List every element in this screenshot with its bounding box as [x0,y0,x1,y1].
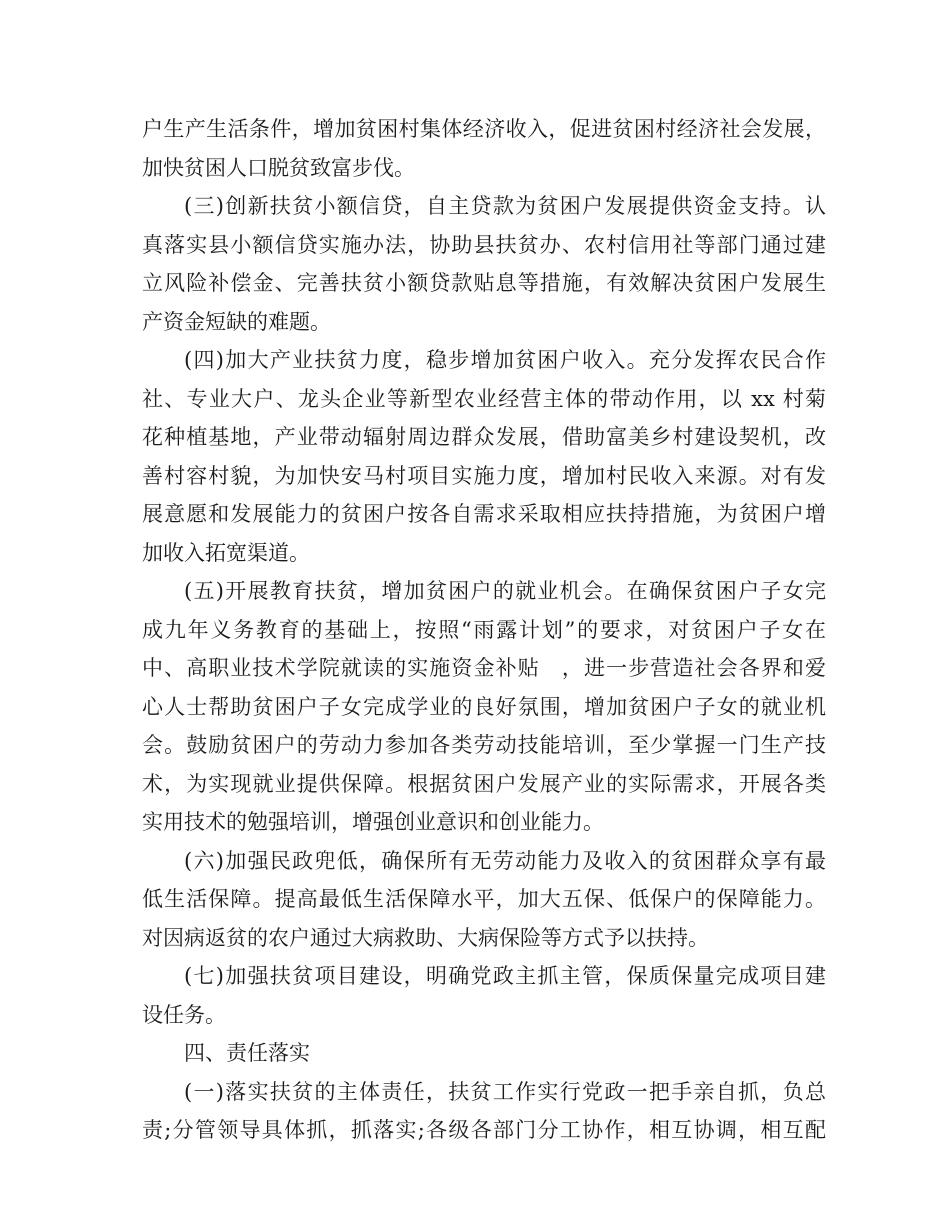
text-line: (一)落实扶贫的主体责任，扶贫工作实行党政一把手亲自抓，负总 [184,1079,826,1104]
text-line: 加快贫困人口脱贫致富步伐。 [142,155,415,180]
text-line: 真落实县小额信贷实施办法，协助县扶贫办、农村信用社等部门通过建 [142,232,826,257]
text-line: (四)加大产业扶贫力度，稳步增加贫困户收入。充分发挥农民合作 [184,348,826,372]
text-line: 展意愿和发展能力的贫困户按各自需求采取相应扶持措施，为贫困户增 [142,502,826,526]
text-line: 心人士帮助贫困户子女完成学业的良好氛围，增加贫困户子女的就业机 [142,694,826,719]
document-body [142,110,826,1150]
text-line: (五)开展教育扶贫，增加贫困户的就业机会。在确保贫困户子女完 [184,579,826,603]
text-line: 低生活保障。提高最低生活保障水平，加大五保、低保户的保障能力。 [142,887,826,911]
text-line: 社、专业大户、龙头企业等新型农业经营主体的带动作用，以 xx 村菊 [142,386,826,411]
text-line: 善村容村貌，为加快安马村项目实施力度，增加村民收入来源。对有发 [142,463,826,488]
text-line: 实用技术的勉强培训，增强创业意识和创业能力。 [142,810,604,834]
text-line: 立风险补偿金、完善扶贫小额贷款贴息等措施，有效解决贫困户发展生 [142,271,826,295]
text-line: 术，为实现就业提供保障。根据贫困户发展产业的实际需求，开展各类 [142,771,826,796]
text-line: 中、高职业技术学院就读的实施资金补贴 ，进一步营造社会各界和爱 [142,656,826,680]
text-line: 会。鼓励贫困户的劳动力参加各类劳动技能培训，至少掌握一门生产技 [142,733,826,757]
text-line: 设任务。 [142,1002,226,1027]
text-line: (七)加强扶贫项目建设，明确党政主抓主管，保质保量完成项目建 [184,964,826,988]
text-line: 加收入拓宽渠道。 [142,540,310,565]
text-line: 产资金短缺的难题。 [142,309,331,334]
text-line: (三)创新扶贫小额信贷，自主贷款为贫困户发展提供资金支持。认 [184,194,826,218]
text-line: 成九年义务教育的基础上，按照“雨露计划”的要求，对贫困户子女在 [142,617,826,642]
text-line: (六)加强民政兜低，确保所有无劳动能力及收入的贫困群众享有最 [184,848,826,873]
section-heading: 四、责任落实 [184,1041,310,1065]
text-line: 责;分管领导具体抓，抓落实;各级各部门分工协作，相互协调，相互配 [142,1118,826,1142]
text-line: 花种植基地，产业带动辐射周边群众发展，借助富美乡村建设契机，改 [142,425,826,449]
text-line: 户生产生活条件，增加贫困村集体经济收入，促进贫困村经济社会发展， [142,117,826,141]
text-line: 对因病返贫的农户通过大病救助、大病保险等方式予以扶持。 [142,925,709,950]
